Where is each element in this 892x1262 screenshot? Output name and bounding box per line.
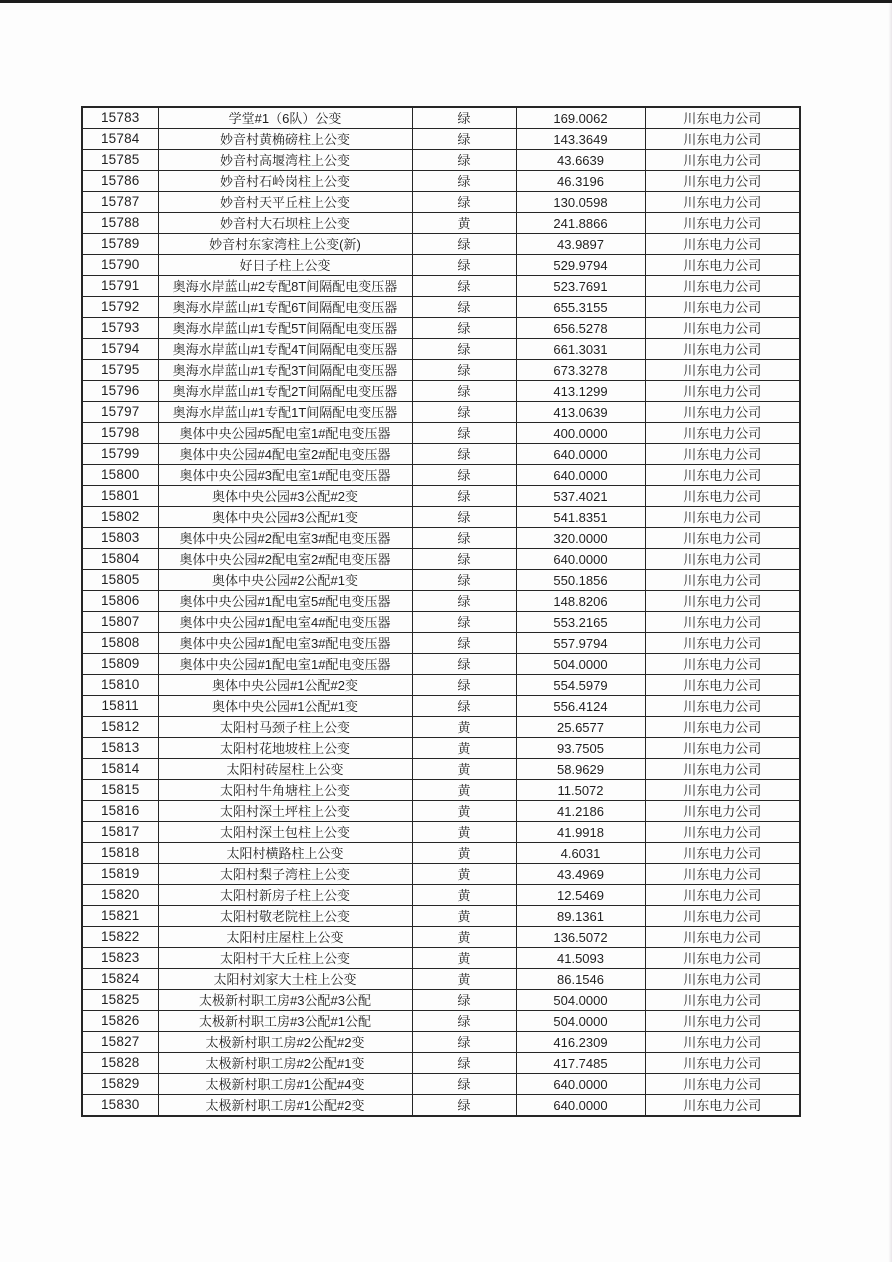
cell-company: 川东电力公司 [645, 843, 800, 864]
cell-color-flag: 绿 [412, 234, 516, 255]
cell-color-flag: 黄 [412, 213, 516, 234]
cell-id: 15821 [82, 906, 158, 927]
cell-name: 妙音村高堰湾柱上公变 [158, 150, 412, 171]
cell-color-flag: 绿 [412, 318, 516, 339]
cell-name: 太阳村敬老院柱上公变 [158, 906, 412, 927]
table-row [82, 1011, 800, 1032]
cell-capacity: 86.1546 [516, 969, 645, 990]
cell-name: 太极新村职工房#2公配#1变 [158, 1053, 412, 1074]
cell-color-flag: 绿 [412, 570, 516, 591]
cell-capacity: 504.0000 [516, 990, 645, 1011]
cell-name: 妙音村石岭岗柱上公变 [158, 171, 412, 192]
cell-id: 15783 [82, 107, 158, 129]
cell-company: 川东电力公司 [645, 969, 800, 990]
cell-company: 川东电力公司 [645, 507, 800, 528]
cell-company: 川东电力公司 [645, 234, 800, 255]
cell-company: 川东电力公司 [645, 1053, 800, 1074]
cell-color-flag: 绿 [412, 129, 516, 150]
cell-capacity: 656.5278 [516, 318, 645, 339]
cell-color-flag: 绿 [412, 612, 516, 633]
table-row [82, 1074, 800, 1095]
cell-color-flag: 绿 [412, 1032, 516, 1053]
table-row [82, 906, 800, 927]
cell-id: 15787 [82, 192, 158, 213]
cell-capacity: 553.2165 [516, 612, 645, 633]
cell-id: 15806 [82, 591, 158, 612]
table-row [82, 402, 800, 423]
cell-capacity: 640.0000 [516, 1074, 645, 1095]
cell-name: 奥体中央公园#1公配#2变 [158, 675, 412, 696]
table-row [82, 129, 800, 150]
table-row [82, 675, 800, 696]
cell-capacity: 504.0000 [516, 1011, 645, 1032]
table-row [82, 297, 800, 318]
table-row [82, 486, 800, 507]
table-row [82, 822, 800, 843]
cell-color-flag: 绿 [412, 1053, 516, 1074]
cell-capacity: 640.0000 [516, 465, 645, 486]
cell-capacity: 4.6031 [516, 843, 645, 864]
table-row [82, 255, 800, 276]
cell-id: 15790 [82, 255, 158, 276]
cell-color-flag: 绿 [412, 1011, 516, 1032]
cell-company: 川东电力公司 [645, 465, 800, 486]
table-row [82, 150, 800, 171]
cell-name: 奥体中央公园#1配电室3#配电变压器 [158, 633, 412, 654]
cell-capacity: 556.4124 [516, 696, 645, 717]
cell-color-flag: 绿 [412, 150, 516, 171]
cell-name: 太阳村横路柱上公变 [158, 843, 412, 864]
cell-capacity: 541.8351 [516, 507, 645, 528]
cell-company: 川东电力公司 [645, 801, 800, 822]
cell-color-flag: 黄 [412, 969, 516, 990]
cell-capacity: 43.6639 [516, 150, 645, 171]
table-row [82, 339, 800, 360]
cell-id: 15799 [82, 444, 158, 465]
cell-id: 15800 [82, 465, 158, 486]
cell-company: 川东电力公司 [645, 990, 800, 1011]
cell-capacity: 640.0000 [516, 1095, 645, 1117]
cell-company: 川东电力公司 [645, 906, 800, 927]
cell-name: 好日子柱上公变 [158, 255, 412, 276]
cell-name: 奥体中央公园#1配电室4#配电变压器 [158, 612, 412, 633]
cell-company: 川东电力公司 [645, 1011, 800, 1032]
cell-color-flag: 绿 [412, 339, 516, 360]
cell-color-flag: 黄 [412, 927, 516, 948]
cell-color-flag: 绿 [412, 1095, 516, 1117]
cell-name: 太极新村职工房#3公配#3公配 [158, 990, 412, 1011]
cell-company: 川东电力公司 [645, 675, 800, 696]
cell-name: 妙音村黄桷磅柱上公变 [158, 129, 412, 150]
cell-id: 15824 [82, 969, 158, 990]
table-row [82, 885, 800, 906]
table-row [82, 927, 800, 948]
table-row [82, 528, 800, 549]
cell-color-flag: 黄 [412, 864, 516, 885]
cell-id: 15796 [82, 381, 158, 402]
cell-id: 15816 [82, 801, 158, 822]
cell-company: 川东电力公司 [645, 780, 800, 801]
cell-id: 15797 [82, 402, 158, 423]
cell-name: 太阳村深土坪柱上公变 [158, 801, 412, 822]
cell-id: 15794 [82, 339, 158, 360]
table-row [82, 759, 800, 780]
cell-name: 太阳村牛角塘柱上公变 [158, 780, 412, 801]
cell-id: 15802 [82, 507, 158, 528]
cell-name: 奥海水岸蓝山#1专配1T间隔配电变压器 [158, 402, 412, 423]
cell-company: 川东电力公司 [645, 633, 800, 654]
cell-company: 川东电力公司 [645, 381, 800, 402]
cell-capacity: 169.0062 [516, 107, 645, 129]
cell-company: 川东电力公司 [645, 318, 800, 339]
cell-color-flag: 绿 [412, 192, 516, 213]
cell-company: 川东电力公司 [645, 297, 800, 318]
table-row [82, 801, 800, 822]
cell-id: 15812 [82, 717, 158, 738]
cell-company: 川东电力公司 [645, 717, 800, 738]
cell-capacity: 413.0639 [516, 402, 645, 423]
cell-capacity: 58.9629 [516, 759, 645, 780]
cell-id: 15818 [82, 843, 158, 864]
cell-name: 奥体中央公园#5配电室1#配电变压器 [158, 423, 412, 444]
cell-color-flag: 绿 [412, 654, 516, 675]
transformer-table [81, 106, 801, 1117]
cell-name: 奥体中央公园#1配电室1#配电变压器 [158, 654, 412, 675]
table-row [82, 423, 800, 444]
cell-id: 15808 [82, 633, 158, 654]
table-row [82, 1053, 800, 1074]
cell-name: 太极新村职工房#3公配#1公配 [158, 1011, 412, 1032]
cell-name: 奥体中央公园#3配电室1#配电变压器 [158, 465, 412, 486]
table-row [82, 633, 800, 654]
cell-id: 15795 [82, 360, 158, 381]
cell-id: 15789 [82, 234, 158, 255]
table-row [82, 1095, 800, 1117]
cell-company: 川东电力公司 [645, 486, 800, 507]
cell-capacity: 504.0000 [516, 654, 645, 675]
cell-name: 奥体中央公园#4配电室2#配电变压器 [158, 444, 412, 465]
cell-color-flag: 黄 [412, 885, 516, 906]
cell-company: 川东电力公司 [645, 129, 800, 150]
transformer-table-body [82, 107, 800, 1116]
cell-company: 川东电力公司 [645, 948, 800, 969]
cell-company: 川东电力公司 [645, 822, 800, 843]
cell-id: 15817 [82, 822, 158, 843]
cell-id: 15810 [82, 675, 158, 696]
cell-id: 15827 [82, 1032, 158, 1053]
cell-capacity: 413.1299 [516, 381, 645, 402]
cell-company: 川东电力公司 [645, 402, 800, 423]
cell-color-flag: 黄 [412, 780, 516, 801]
cell-capacity: 43.9897 [516, 234, 645, 255]
cell-name: 奥体中央公园#1配电室5#配电变压器 [158, 591, 412, 612]
cell-company: 川东电力公司 [645, 927, 800, 948]
cell-color-flag: 绿 [412, 107, 516, 129]
cell-capacity: 550.1856 [516, 570, 645, 591]
cell-id: 15786 [82, 171, 158, 192]
cell-company: 川东电力公司 [645, 1095, 800, 1117]
cell-color-flag: 绿 [412, 255, 516, 276]
cell-name: 太阳村庄屋柱上公变 [158, 927, 412, 948]
cell-name: 奥体中央公园#1公配#1变 [158, 696, 412, 717]
cell-name: 奥海水岸蓝山#1专配5T间隔配电变压器 [158, 318, 412, 339]
cell-id: 15823 [82, 948, 158, 969]
cell-capacity: 89.1361 [516, 906, 645, 927]
table-row [82, 234, 800, 255]
cell-capacity: 537.4021 [516, 486, 645, 507]
cell-name: 奥海水岸蓝山#1专配4T间隔配电变压器 [158, 339, 412, 360]
cell-color-flag: 黄 [412, 843, 516, 864]
cell-company: 川东电力公司 [645, 654, 800, 675]
cell-name: 太极新村职工房#2公配#2变 [158, 1032, 412, 1053]
cell-id: 15809 [82, 654, 158, 675]
cell-name: 奥体中央公园#3公配#1变 [158, 507, 412, 528]
cell-company: 川东电力公司 [645, 759, 800, 780]
cell-company: 川东电力公司 [645, 423, 800, 444]
cell-id: 15819 [82, 864, 158, 885]
cell-capacity: 673.3278 [516, 360, 645, 381]
cell-name: 奥体中央公园#2配电室2#配电变压器 [158, 549, 412, 570]
cell-company: 川东电力公司 [645, 549, 800, 570]
table-row [82, 591, 800, 612]
cell-id: 15784 [82, 129, 158, 150]
cell-id: 15801 [82, 486, 158, 507]
cell-color-flag: 黄 [412, 822, 516, 843]
cell-color-flag: 绿 [412, 381, 516, 402]
cell-color-flag: 黄 [412, 759, 516, 780]
cell-company: 川东电力公司 [645, 1074, 800, 1095]
cell-id: 15813 [82, 738, 158, 759]
cell-capacity: 661.3031 [516, 339, 645, 360]
cell-name: 奥体中央公园#2公配#1变 [158, 570, 412, 591]
table-row [82, 570, 800, 591]
cell-capacity: 93.7505 [516, 738, 645, 759]
table-row [82, 444, 800, 465]
cell-capacity: 529.9794 [516, 255, 645, 276]
cell-company: 川东电力公司 [645, 339, 800, 360]
table-row [82, 276, 800, 297]
cell-color-flag: 绿 [412, 423, 516, 444]
cell-name: 太阳村新房子柱上公变 [158, 885, 412, 906]
cell-company: 川东电力公司 [645, 213, 800, 234]
cell-company: 川东电力公司 [645, 864, 800, 885]
cell-id: 15793 [82, 318, 158, 339]
table-row [82, 213, 800, 234]
cell-capacity: 130.0598 [516, 192, 645, 213]
cell-color-flag: 绿 [412, 360, 516, 381]
cell-name: 奥海水岸蓝山#1专配2T间隔配电变压器 [158, 381, 412, 402]
cell-name: 太阳村砖屋柱上公变 [158, 759, 412, 780]
cell-capacity: 11.5072 [516, 780, 645, 801]
cell-id: 15803 [82, 528, 158, 549]
cell-color-flag: 黄 [412, 948, 516, 969]
cell-company: 川东电力公司 [645, 570, 800, 591]
cell-capacity: 640.0000 [516, 444, 645, 465]
cell-name: 妙音村东家湾柱上公变(新) [158, 234, 412, 255]
cell-capacity: 41.2186 [516, 801, 645, 822]
cell-capacity: 12.5469 [516, 885, 645, 906]
table-row [82, 465, 800, 486]
cell-company: 川东电力公司 [645, 276, 800, 297]
cell-id: 15826 [82, 1011, 158, 1032]
cell-name: 妙音村大石坝柱上公变 [158, 213, 412, 234]
table-row [82, 171, 800, 192]
cell-capacity: 640.0000 [516, 549, 645, 570]
cell-company: 川东电力公司 [645, 591, 800, 612]
cell-company: 川东电力公司 [645, 1032, 800, 1053]
table-row [82, 864, 800, 885]
table-row [82, 654, 800, 675]
table-row [82, 717, 800, 738]
cell-company: 川东电力公司 [645, 738, 800, 759]
cell-color-flag: 绿 [412, 696, 516, 717]
cell-color-flag: 绿 [412, 444, 516, 465]
cell-name: 奥体中央公园#3公配#2变 [158, 486, 412, 507]
cell-capacity: 241.8866 [516, 213, 645, 234]
cell-color-flag: 绿 [412, 528, 516, 549]
cell-color-flag: 绿 [412, 297, 516, 318]
cell-id: 15807 [82, 612, 158, 633]
cell-color-flag: 绿 [412, 402, 516, 423]
cell-company: 川东电力公司 [645, 192, 800, 213]
cell-capacity: 41.5093 [516, 948, 645, 969]
cell-id: 15829 [82, 1074, 158, 1095]
cell-color-flag: 绿 [412, 276, 516, 297]
table-row [82, 948, 800, 969]
cell-capacity: 416.2309 [516, 1032, 645, 1053]
cell-company: 川东电力公司 [645, 528, 800, 549]
table-row [82, 1032, 800, 1053]
table-row [82, 549, 800, 570]
cell-id: 15828 [82, 1053, 158, 1074]
cell-name: 太阳村干大丘柱上公变 [158, 948, 412, 969]
cell-color-flag: 绿 [412, 171, 516, 192]
cell-company: 川东电力公司 [645, 107, 800, 129]
cell-id: 15822 [82, 927, 158, 948]
cell-capacity: 25.6577 [516, 717, 645, 738]
cell-capacity: 400.0000 [516, 423, 645, 444]
cell-color-flag: 绿 [412, 990, 516, 1011]
cell-color-flag: 黄 [412, 801, 516, 822]
cell-id: 15811 [82, 696, 158, 717]
cell-capacity: 523.7691 [516, 276, 645, 297]
table-row [82, 738, 800, 759]
table-row [82, 318, 800, 339]
cell-color-flag: 绿 [412, 591, 516, 612]
cell-capacity: 43.4969 [516, 864, 645, 885]
cell-company: 川东电力公司 [645, 444, 800, 465]
scan-right-edge [888, 3, 892, 1262]
cell-color-flag: 绿 [412, 465, 516, 486]
cell-color-flag: 绿 [412, 507, 516, 528]
cell-name: 奥体中央公园#2配电室3#配电变压器 [158, 528, 412, 549]
cell-name: 奥海水岸蓝山#1专配6T间隔配电变压器 [158, 297, 412, 318]
cell-id: 15804 [82, 549, 158, 570]
table-row [82, 990, 800, 1011]
table-row [82, 696, 800, 717]
cell-id: 15798 [82, 423, 158, 444]
cell-name: 奥海水岸蓝山#2专配8T间隔配电变压器 [158, 276, 412, 297]
cell-name: 妙音村天平丘柱上公变 [158, 192, 412, 213]
table-row [82, 360, 800, 381]
cell-company: 川东电力公司 [645, 612, 800, 633]
cell-company: 川东电力公司 [645, 885, 800, 906]
cell-company: 川东电力公司 [645, 696, 800, 717]
cell-capacity: 320.0000 [516, 528, 645, 549]
cell-id: 15825 [82, 990, 158, 1011]
cell-capacity: 46.3196 [516, 171, 645, 192]
cell-color-flag: 绿 [412, 675, 516, 696]
cell-name: 太极新村职工房#1公配#4变 [158, 1074, 412, 1095]
cell-name: 太阳村花地坡柱上公变 [158, 738, 412, 759]
cell-id: 15805 [82, 570, 158, 591]
cell-id: 15830 [82, 1095, 158, 1117]
cell-color-flag: 黄 [412, 717, 516, 738]
table-row [82, 969, 800, 990]
table-row [82, 107, 800, 129]
table-row [82, 612, 800, 633]
cell-name: 太阳村马颈子柱上公变 [158, 717, 412, 738]
cell-color-flag: 黄 [412, 906, 516, 927]
cell-company: 川东电力公司 [645, 150, 800, 171]
table-row [82, 507, 800, 528]
cell-company: 川东电力公司 [645, 171, 800, 192]
table-row [82, 780, 800, 801]
scan-top-edge [0, 0, 892, 3]
cell-capacity: 655.3155 [516, 297, 645, 318]
cell-color-flag: 绿 [412, 633, 516, 654]
cell-name: 太极新村职工房#1公配#2变 [158, 1095, 412, 1117]
cell-id: 15814 [82, 759, 158, 780]
cell-name: 学堂#1（6队）公变 [158, 107, 412, 129]
cell-capacity: 143.3649 [516, 129, 645, 150]
cell-id: 15788 [82, 213, 158, 234]
cell-name: 奥海水岸蓝山#1专配3T间隔配电变压器 [158, 360, 412, 381]
cell-color-flag: 绿 [412, 549, 516, 570]
cell-id: 15820 [82, 885, 158, 906]
cell-capacity: 41.9918 [516, 822, 645, 843]
cell-company: 川东电力公司 [645, 255, 800, 276]
cell-id: 15791 [82, 276, 158, 297]
cell-company: 川东电力公司 [645, 360, 800, 381]
cell-id: 15815 [82, 780, 158, 801]
cell-capacity: 557.9794 [516, 633, 645, 654]
cell-capacity: 417.7485 [516, 1053, 645, 1074]
cell-name: 太阳村刘家大土柱上公变 [158, 969, 412, 990]
table-row [82, 381, 800, 402]
cell-color-flag: 黄 [412, 738, 516, 759]
cell-capacity: 554.5979 [516, 675, 645, 696]
cell-capacity: 148.8206 [516, 591, 645, 612]
cell-color-flag: 绿 [412, 486, 516, 507]
cell-id: 15785 [82, 150, 158, 171]
cell-name: 太阳村深土包柱上公变 [158, 822, 412, 843]
table-row [82, 192, 800, 213]
cell-color-flag: 绿 [412, 1074, 516, 1095]
cell-id: 15792 [82, 297, 158, 318]
table-row [82, 843, 800, 864]
cell-name: 太阳村梨子湾柱上公变 [158, 864, 412, 885]
cell-capacity: 136.5072 [516, 927, 645, 948]
